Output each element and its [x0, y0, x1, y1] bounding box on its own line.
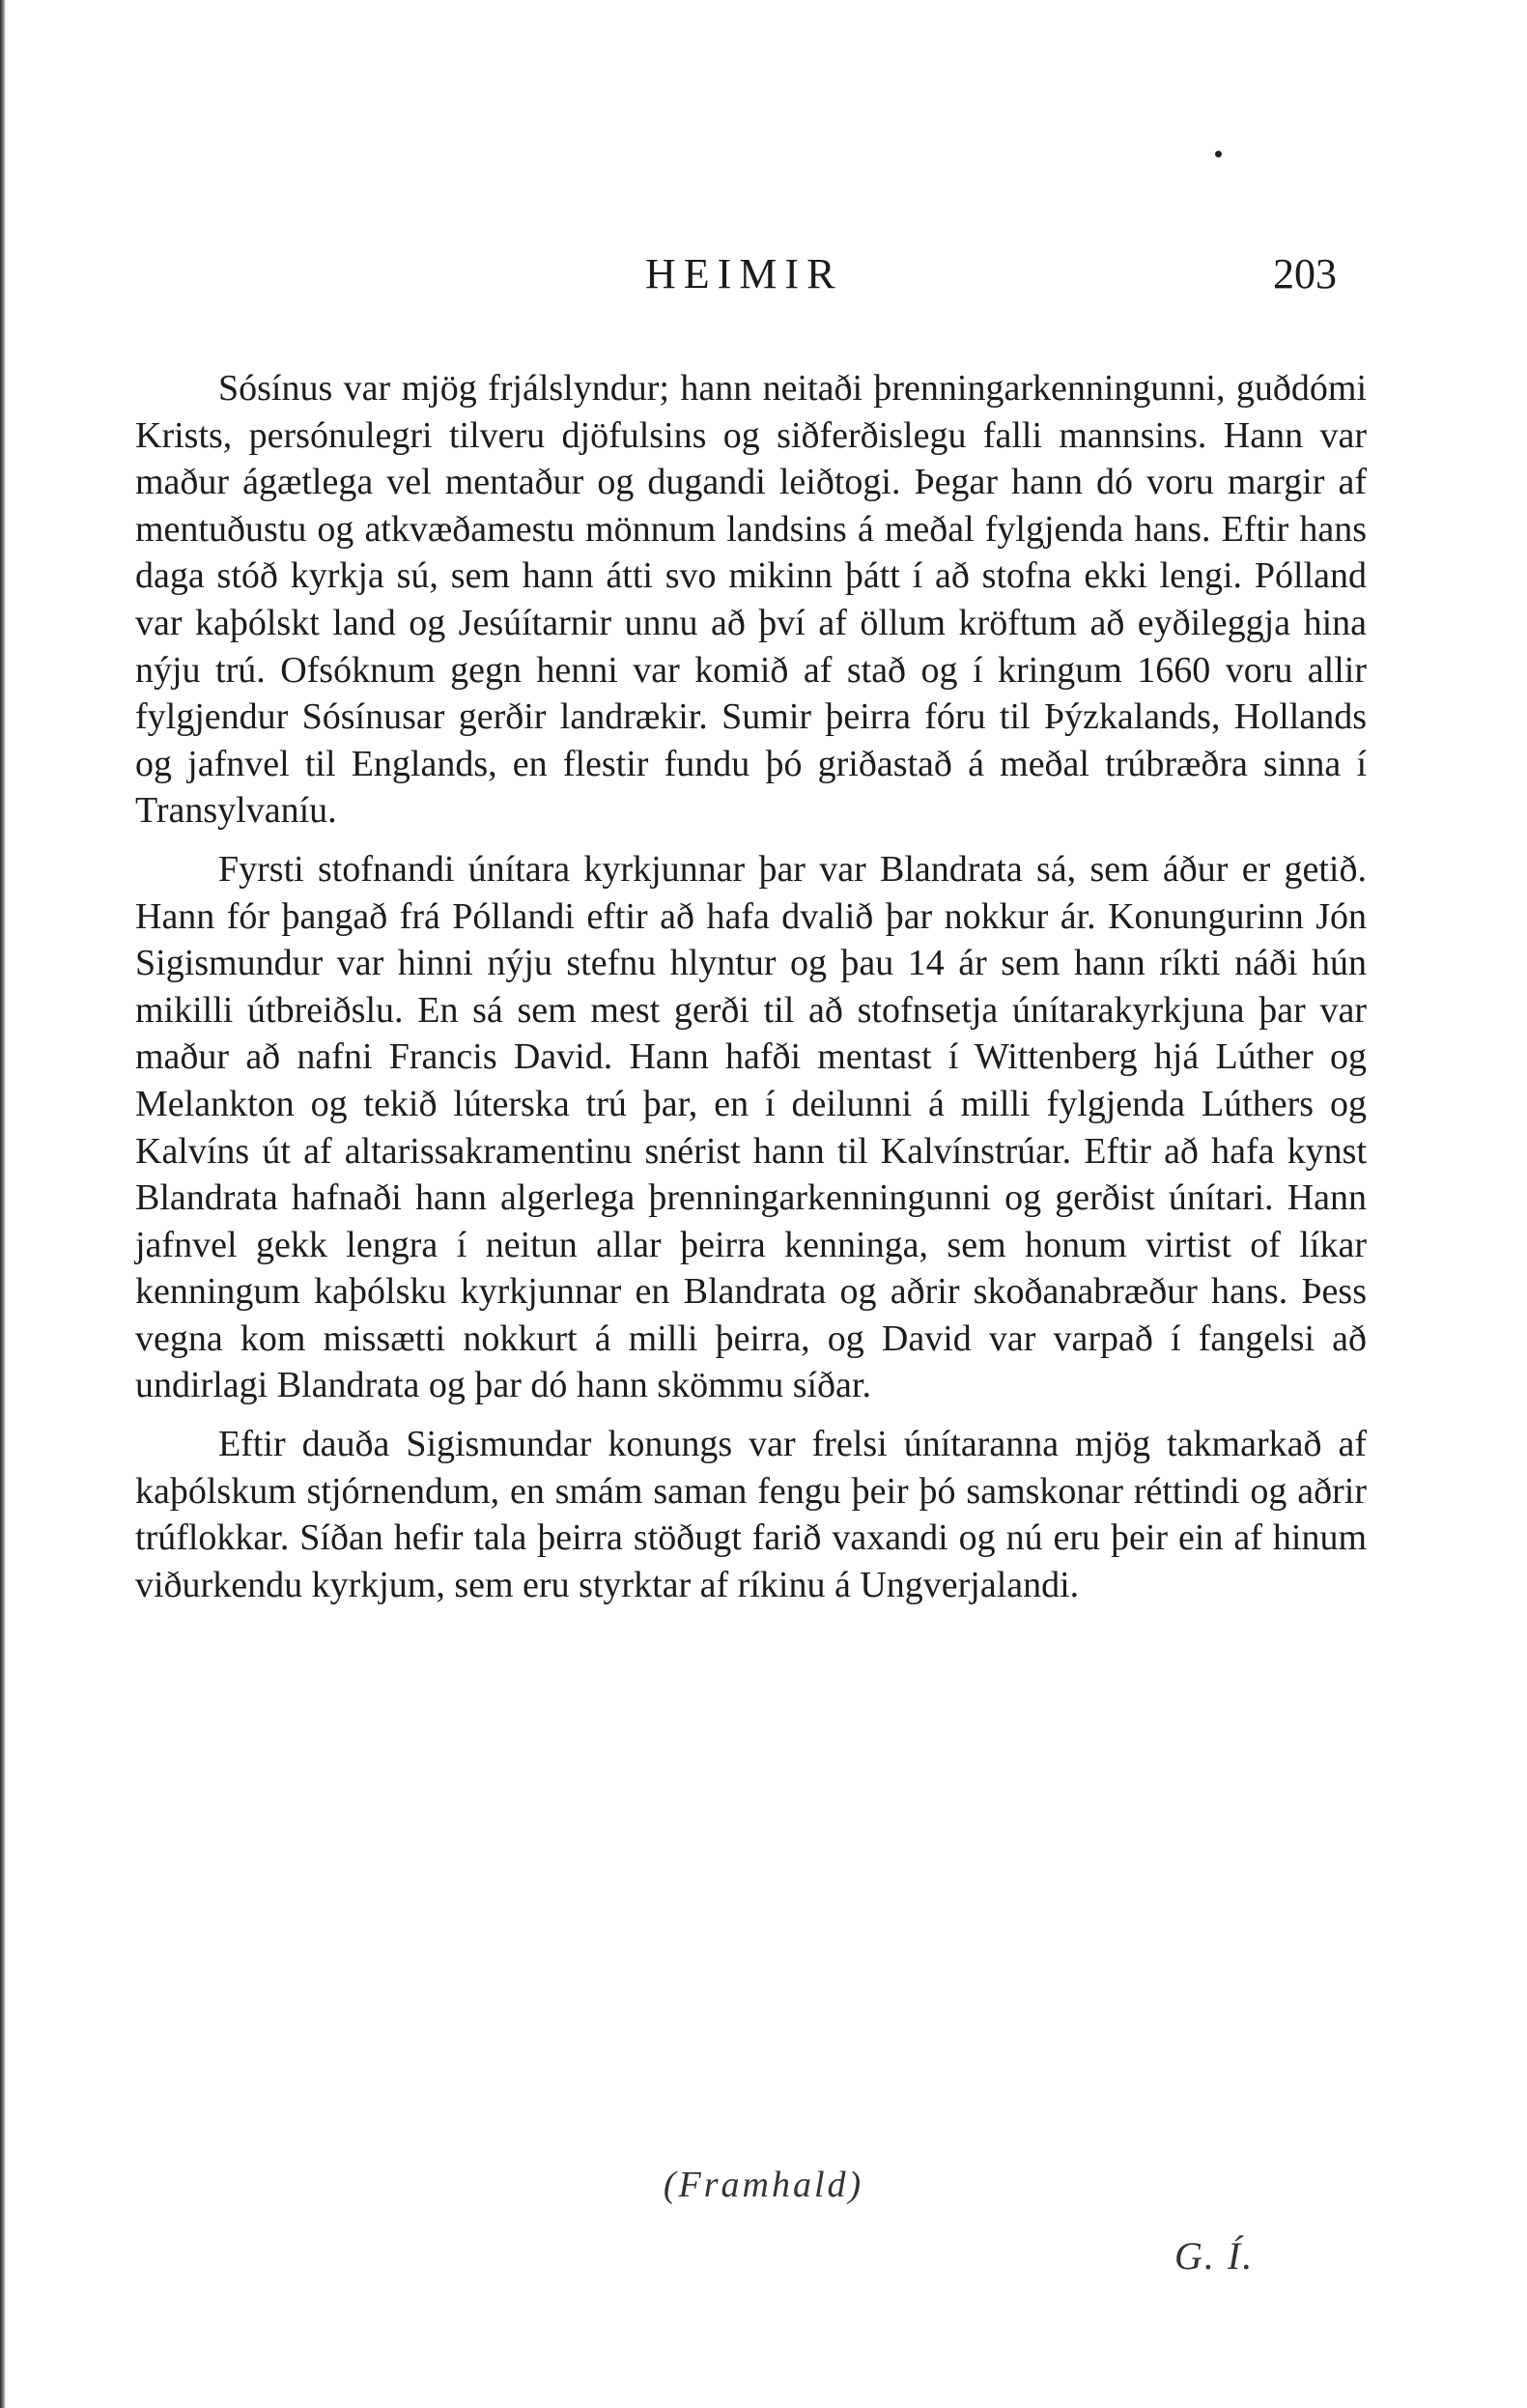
- print-speck: [1215, 151, 1222, 157]
- paragraph-2: Fyrsti stofnandi únítara kyrkjunnar þar var Blandrata sá, sem áður er getið. Hann fór þangað frá Póllandi eftir að hafa dvalið þar nokkur ár. Konungurinn Jón Sigismundur var hinni nýju stefnu hlyntur og þau 14 ár sem hann ríkti náði hún mikilli útbreiðslu. En sá sem mest gerði til að stofnsetja únítarakyrkjuna þar var maður að nafni Francis David. Hann hafði mentast í Wittenberg hjá Lúther og Melankton og tekið lúterska trú þar, en í deilunni á milli fylgjenda Lúthers og Kalvíns út af altarissakramentinu snérist hann til Kalvínstrúar. Eftir að hafa kynst Blandrata hafnaði hann algerlega þrenningarkenningunni og gerðist únítari. Hann jafnvel gekk lengra í neitun allar þeirra kenninga, sem honum virtist of líkar kenningum kaþólsku kyrkjunnar en Blandrata og aðrir skoðanabræður hans. Þess vegna kom missætti nokkurt á milli þeirra, og David var varpað í fangelsi að undirlagi Blandrata og þar dó hann skömmu síðar.: [135, 848, 1367, 1406]
- paragraph-1: Sósínus var mjög frjálslyndur; hann neitaði þrenningarkenningunni, guðdómi Krists, persónulegri tilveru djöfulsins og siðferðislegu falli mannsins. Hann var maður ágætlega vel mentaður og dugandi leiðtogi. Þegar hann dó voru margir af mentuðustu og atkvæðamestu mönnum landsins á meðal fylgjenda hans. Eftir hans daga stóð kyrkja sú, sem hann átti svo mikinn þátt í að stofna ekki lengi. Pólland var kaþólskt land og Jesúítarnir unnu að því af öllum kröftum að eyðileggja hina nýju trú. Ofsóknum gegn henni var komið af stað og í kringum 1660 voru allir fylgjendur Sósínusar gerðir landrækir. Sumir þeirra fóru til Þýzkalands, Hollands og jafnvel til Englands, en flestir fundu þó griðastað á meðal trúbræðra sinna í Transylvaníu.: [135, 368, 1367, 832]
- paragraph-3: Eftir dauða Sigismundar konungs var frelsi únítaranna mjög takmarkað af kaþólskum stjórnendum, en smám saman fengu þeir þó samskonar réttindi og aðrir trúflokkar. Síðan hefir tala þeirra stöðugt farið vaxandi og nú eru þeir ein af hinum viðurkendu kyrkjum, sem eru styrktar af ríkinu á Ungverjalandi.: [135, 1424, 1367, 1605]
- continuation-note: (Framhald): [663, 2165, 864, 2205]
- article-body: [135, 365, 1367, 1620]
- author-initials: G. Í.: [1174, 2234, 1255, 2278]
- running-header: [0, 249, 1527, 307]
- binding-edge: [0, 0, 6, 2408]
- page-number: 203: [1273, 250, 1337, 297]
- running-title: HEIMIR: [645, 250, 843, 297]
